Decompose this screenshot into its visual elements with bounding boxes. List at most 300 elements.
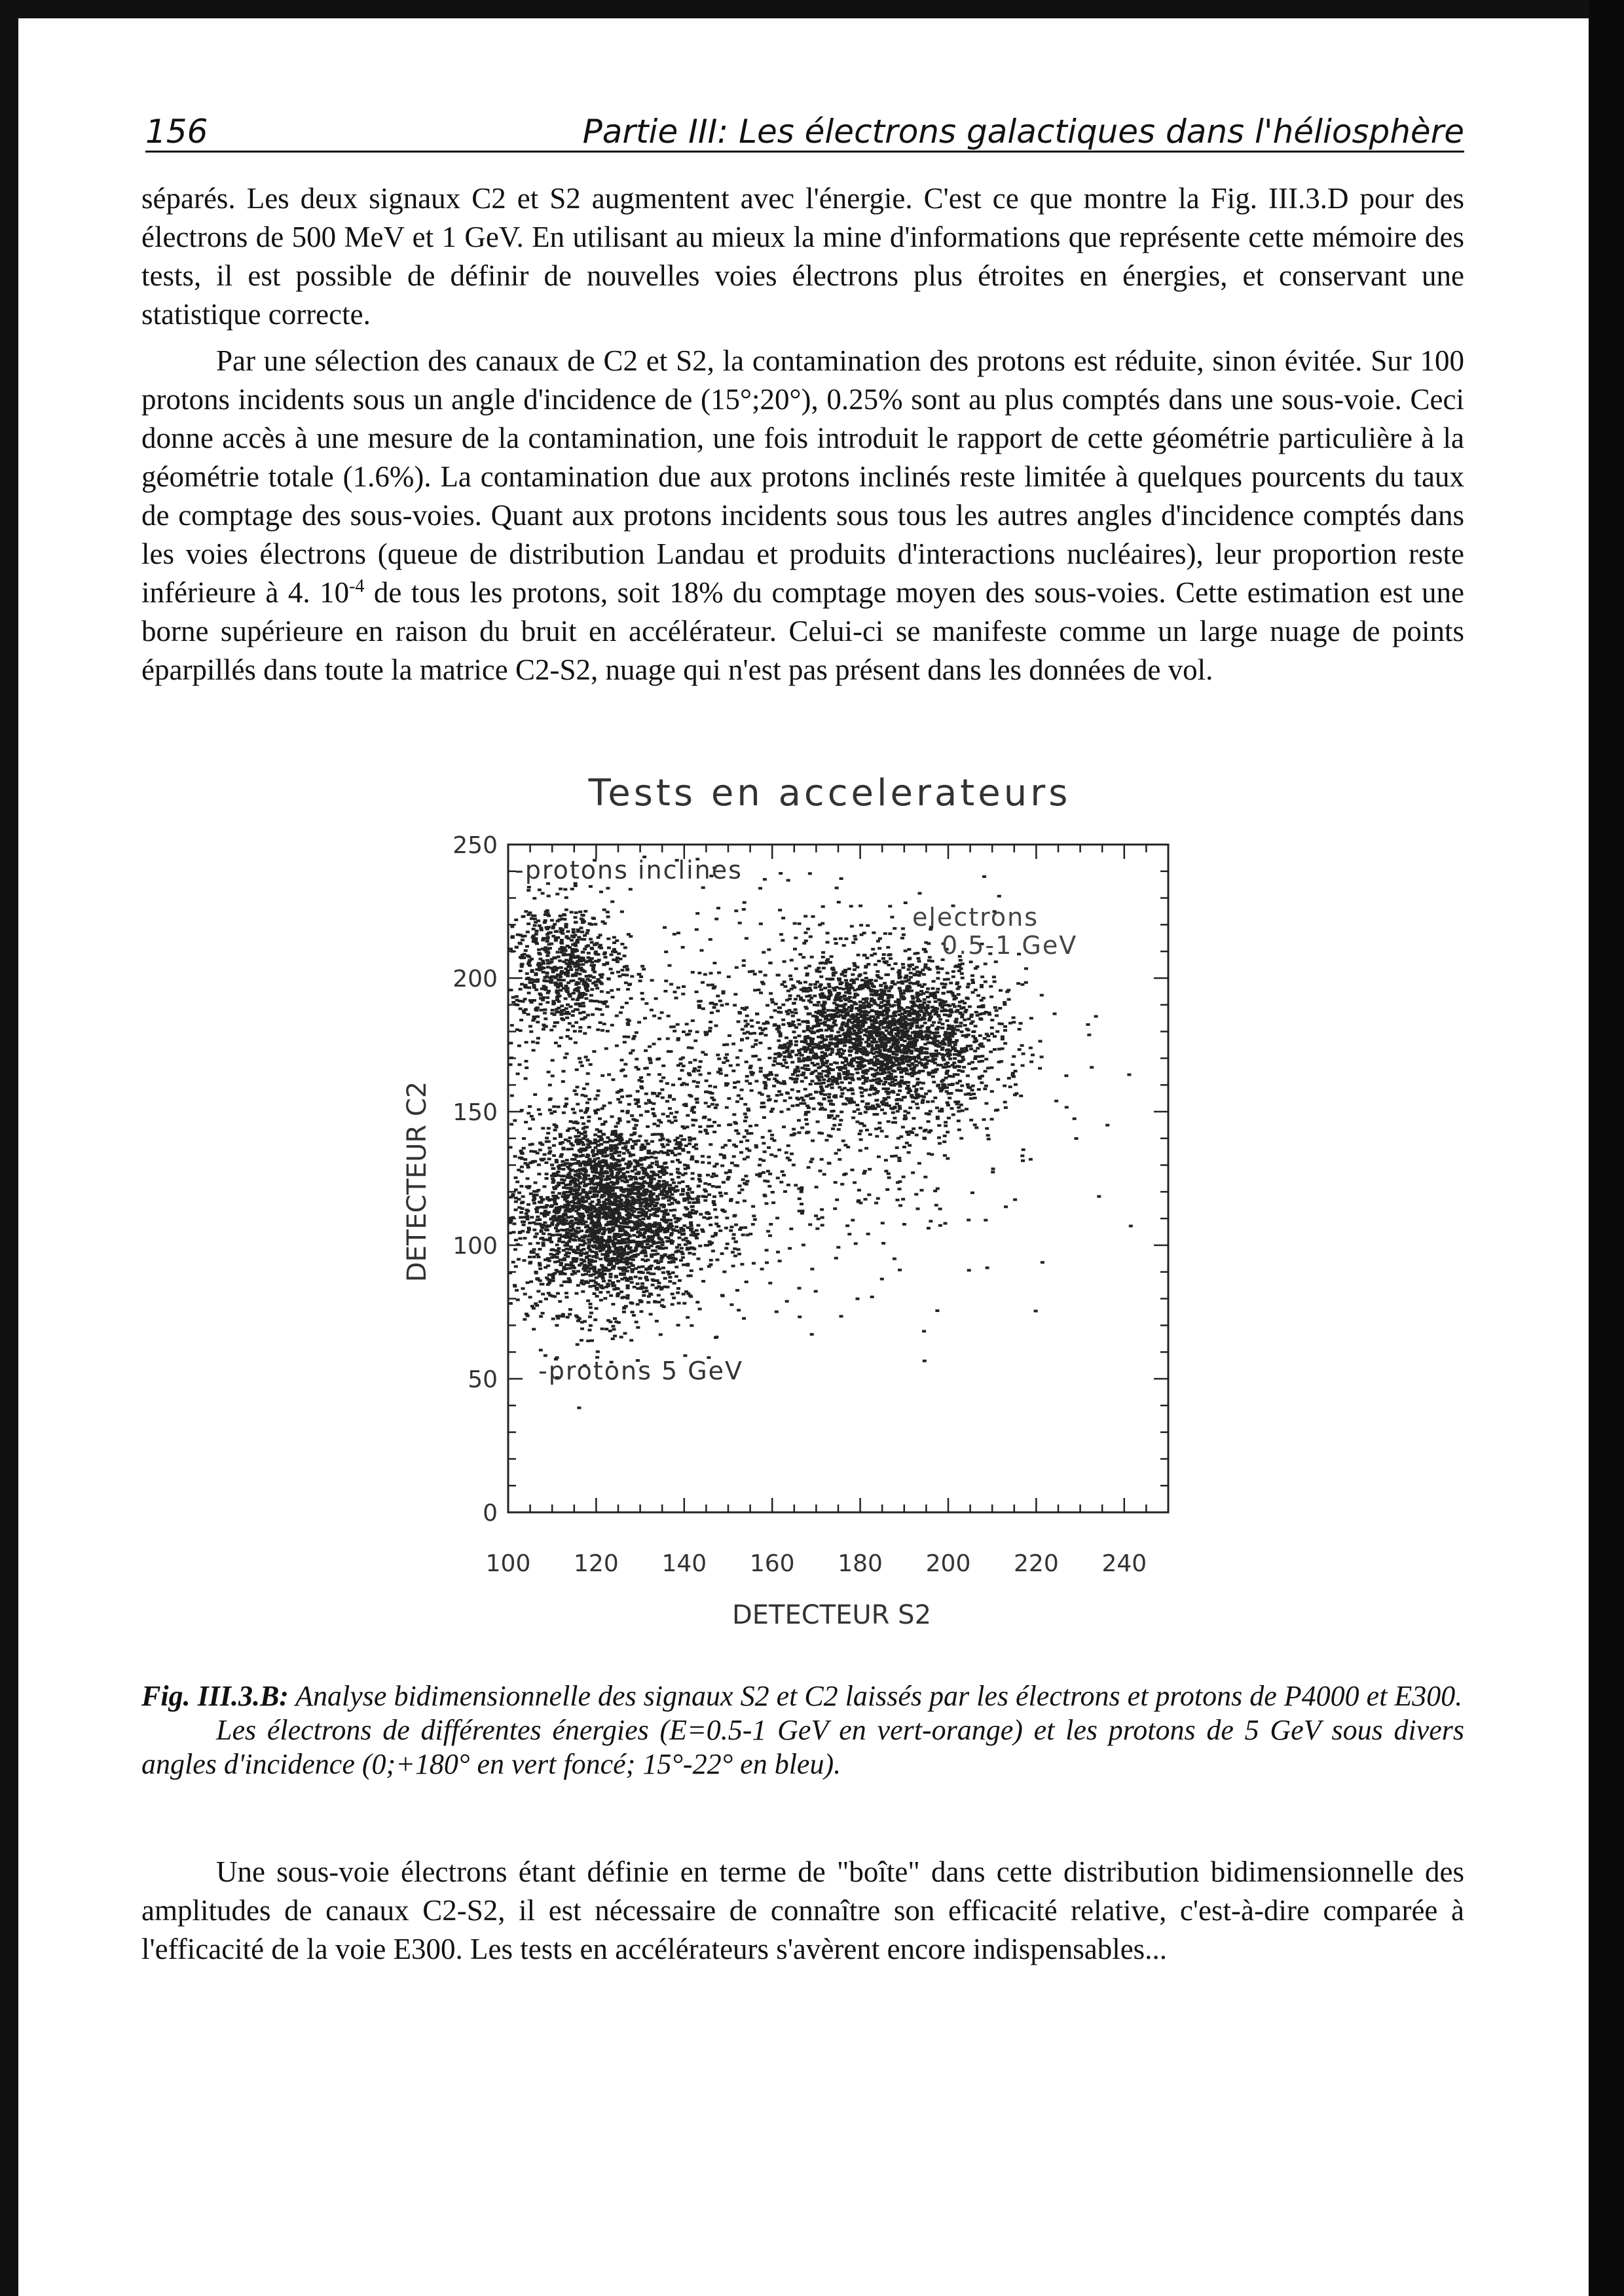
scatter-point [641,1271,645,1274]
scatter-point [709,1259,713,1262]
scatter-point [903,1114,907,1117]
scatter-point [837,1072,841,1075]
scatter-point [545,933,549,936]
scatter-point [926,996,930,998]
scatter-point [942,1079,946,1082]
scatter-point [594,1168,598,1171]
header-rule [145,151,1464,153]
scatter-point [565,1296,569,1298]
scatter-point [865,957,869,959]
scatter-point [931,1006,934,1008]
scatter-point [563,1281,566,1283]
scatter-point [887,964,891,966]
scatter-point [914,1097,918,1099]
scatter-point [596,1351,600,1353]
scatter-point [626,988,630,991]
scatter-point [738,1228,742,1231]
scatter-point [529,1281,533,1283]
scatter-point [848,1041,852,1044]
scatter-point [926,1007,930,1010]
scatter-point [914,1090,918,1093]
scatter-point [625,1297,629,1300]
scatter-point [589,1235,593,1237]
scatter-point [933,1037,937,1040]
scatter-point [819,1019,822,1021]
scatter-point [562,1112,566,1114]
scatter-point [555,1233,559,1236]
scatter-point [959,1089,963,1092]
scatter-point [673,1217,677,1220]
scatter-point [570,911,574,913]
scatter-point [689,1222,693,1225]
scatter-point [802,1060,805,1063]
scatter-point [836,1077,840,1080]
scatter-point [644,1276,648,1279]
scatter-point [589,1260,593,1263]
scatter-point [897,999,901,1002]
scatter-point [938,1018,942,1021]
scatter-point [628,1235,632,1237]
scatter-point [902,992,906,994]
scatter-point [709,1216,712,1219]
scatter-point [731,1265,735,1267]
scatter-point [677,1182,681,1184]
scatter-point [886,1007,890,1010]
scatter-point [795,1078,799,1080]
scatter-point [864,966,868,968]
scatter-point [779,1011,783,1013]
scatter-point [556,951,560,953]
scatter-point [796,1074,800,1077]
scatter-point [561,1313,565,1316]
scatter-point [695,1237,699,1239]
scatter-point [858,974,862,976]
scatter-point [690,1228,693,1230]
scatter-point [668,1184,672,1186]
scatter-point [813,987,817,989]
scatter-point [556,1171,560,1173]
scatter-point [618,1154,621,1157]
scatter-point [521,1287,525,1290]
scatter-point [631,1184,635,1186]
scatter-point [638,1224,642,1226]
scatter-point [856,1108,860,1111]
scatter-point [662,1229,666,1231]
scatter-point [847,1020,851,1023]
scatter-point [916,1056,920,1059]
scatter-point [631,1188,635,1191]
scatter-point [804,1076,808,1079]
scatter-point [986,1066,990,1069]
scatter-point [660,1210,664,1212]
scatter-point [900,1062,904,1065]
scatter-point [969,1093,972,1096]
scatter-point [665,1212,669,1215]
scatter-point [858,1087,862,1089]
scatter-point [661,1299,665,1302]
scatter-point [830,1083,834,1085]
scatter-point [901,1030,905,1032]
scatter-point [579,1148,583,1151]
scatter-point [588,1158,592,1161]
scatter-point [901,1126,905,1129]
scatter-point [874,1127,878,1130]
scatter-point [657,1241,661,1244]
scatter-point [621,1230,625,1232]
scatter-point [896,1110,900,1112]
scatter-point [568,1172,572,1175]
scatter-point [845,1074,849,1076]
scatter-point [798,1034,802,1037]
scatter-point [728,1034,731,1037]
scatter-point [622,1250,626,1252]
scatter-point [701,1230,705,1233]
scatter-point [570,1226,574,1228]
scatter-point [879,1031,883,1034]
scatter-point [532,1202,536,1205]
scatter-point [919,1127,923,1129]
scatter-point [604,1190,608,1193]
scatter-point [618,1118,621,1120]
scatter-point [549,1198,553,1201]
scatter-point [625,1214,629,1216]
scatter-point [547,1260,551,1262]
scatter-point [528,1025,532,1028]
scatter-point [593,1133,597,1136]
scatter-point [615,1182,619,1185]
scatter-point [634,1140,638,1142]
scatter-point [779,1093,783,1096]
scatter-point [581,1200,585,1203]
scatter-point [984,1102,988,1104]
scatter-point [592,1154,596,1156]
scatter-point [895,1046,899,1049]
scatter-point [886,974,890,976]
scatter-point [706,1174,710,1176]
scatter-point [909,1019,913,1021]
scatter-point [823,987,827,989]
scatter-point [602,1133,606,1136]
scatter-point [551,1192,555,1194]
scatter-point [591,1237,595,1240]
scatter-point [604,1267,608,1269]
scatter-point [548,1108,552,1111]
scatter-point [898,989,902,992]
scatter-point [621,1269,625,1272]
scatter-point [871,1036,875,1039]
scatter-point [919,1009,923,1011]
scatter-point [514,919,518,921]
scatter-point [978,1017,982,1020]
scatter-point [633,1255,637,1258]
scatter-point [766,1004,769,1007]
scatter-point [784,1036,788,1039]
scatter-point [978,1034,982,1037]
scatter-point [850,1059,854,1061]
scatter-point [898,972,902,974]
scatter-point [631,1214,635,1216]
scatter-point [633,1127,637,1130]
scatter-point [819,1045,822,1048]
scatter-point [1086,1023,1090,1026]
scatter-point [963,1024,967,1027]
scatter-point [682,1264,686,1266]
scatter-point [923,1014,927,1017]
scatter-point [783,1055,787,1058]
scatter-point [943,1043,947,1046]
scatter-point [566,1316,570,1319]
scatter-point [900,995,904,998]
scatter-point [639,1301,643,1303]
scatter-point [527,1228,531,1231]
scatter-point [633,1131,637,1134]
scatter-point [880,1108,884,1111]
scatter-point [850,1004,854,1007]
scatter-point [921,1064,925,1066]
scatter-point [619,1290,623,1293]
scatter-point [815,1075,819,1078]
scatter-point [570,1233,574,1235]
scatter-point [564,1267,568,1270]
scatter-point [529,1150,533,1153]
scatter-point [671,1178,674,1181]
scatter-point [936,1085,940,1087]
scatter-point [714,1222,718,1225]
scatter-point [547,1233,551,1235]
scatter-point [631,1199,635,1201]
scatter-point [926,987,930,990]
scatter-point [923,1022,927,1025]
scatter-point [783,1051,786,1054]
scatter-point [948,1097,951,1099]
scatter-point [547,1292,551,1294]
scatter-point [522,1224,526,1226]
scatter-point [544,1298,548,1300]
scatter-point [957,993,961,996]
scatter-point [574,1174,578,1176]
scatter-point [876,1044,879,1046]
scatter-point [840,1110,843,1113]
scatter-point [934,1049,938,1052]
scatter-point [557,1182,561,1184]
scatter-point [913,1066,917,1068]
scatter-point [572,1121,576,1124]
scatter-point [695,1233,699,1235]
scatter-point [524,910,528,913]
scatter-point [663,1286,667,1288]
scatter-point [641,1258,645,1261]
scatter-point [576,1197,580,1200]
scatter-point [762,1116,766,1119]
scatter-point [809,1043,813,1046]
scatter-point [596,1209,600,1212]
scatter-point [511,1193,515,1195]
scatter-point [671,1303,674,1305]
scatter-point [569,1169,573,1172]
scatter-point [745,1015,749,1017]
scatter-point [844,998,848,1001]
scatter-point [647,1073,651,1076]
scatter-point [872,1041,876,1044]
scatter-point [853,968,857,971]
scatter-point [832,1124,836,1127]
scatter-point [560,1215,564,1218]
scatter-point [958,1001,962,1004]
scatter-point [566,1209,570,1211]
scatter-point [810,1080,814,1082]
scatter-point [786,1108,790,1110]
scatter-point [651,1108,655,1110]
scatter-point [650,1156,654,1158]
scatter-point [619,1222,623,1224]
scatter-point [650,1166,654,1169]
scatter-point [592,1255,596,1258]
scatter-point [892,1040,896,1042]
scatter-point [513,1284,517,1286]
scatter-point [547,895,551,898]
scatter-point [596,1271,600,1273]
scatter-point [578,973,581,975]
scatter-point [629,1139,633,1141]
scatter-point [732,1233,736,1236]
scatter-point [540,1206,544,1209]
scatter-point [668,1261,672,1264]
scatter-point [547,1157,551,1160]
scatter-point [853,996,857,999]
scatter-point [946,1048,950,1051]
scatter-point [953,1006,957,1008]
scatter-point [900,1016,904,1019]
scatter-point [951,1083,955,1085]
scatter-point [591,1149,595,1152]
scatter-point [893,927,896,930]
scatter-point [581,1223,585,1226]
scatter-point [960,972,964,975]
scatter-point [902,1146,906,1148]
scatter-point [544,1211,547,1213]
scatter-point [652,1279,656,1282]
scatter-point [858,1013,862,1015]
scatter-point [821,1051,824,1053]
scatter-point [580,1162,584,1165]
scatter-point [898,1105,902,1108]
scatter-point [565,1159,569,1161]
scatter-point [571,1108,575,1110]
scatter-point [577,1406,581,1409]
scatter-point [862,1046,866,1049]
scatter-point [606,1285,610,1287]
scatter-point [953,1041,957,1044]
scatter-point [732,1156,736,1158]
scatter-point [631,1311,635,1313]
scatter-point [609,1148,613,1150]
scatter-point [947,1041,951,1044]
scatter-point [519,1185,523,1188]
scatter-point [887,1040,891,1043]
scatter-point [608,1185,612,1188]
scatter-point [624,1305,628,1307]
scatter-point [596,1203,600,1206]
scatter-point [576,1179,580,1182]
scatter-point [528,1256,532,1258]
scatter-point [600,1275,604,1277]
scatter-point [818,1079,822,1082]
scatter-point [984,981,987,983]
scatter-point [813,1064,817,1066]
scatter-point [955,1009,959,1011]
scatter-point [584,1184,588,1186]
scatter-point [609,1230,613,1233]
scatter-point [794,1026,798,1029]
scatter-point [1087,1034,1091,1036]
scatter-point [572,1267,576,1269]
scatter-point [686,1264,690,1267]
scatter-point [645,1279,649,1281]
scatter-point [888,1020,892,1023]
scatter-point [602,1104,606,1107]
scatter-point [896,1040,900,1043]
scatter-point [951,1046,955,1049]
scatter-point [609,1262,613,1264]
scatter-point [655,1163,659,1166]
scatter-point [530,1216,534,1218]
scatter-point [603,1152,607,1154]
scatter-point [937,1015,941,1018]
scatter-point [827,1044,831,1047]
scatter-point [813,1025,817,1028]
scatter-point [956,1029,960,1031]
scatter-point [877,1011,881,1013]
scatter-point [674,1148,678,1150]
scatter-point [619,1336,623,1338]
scatter-point [785,1010,789,1013]
scatter-point [824,1029,828,1032]
scatter-point [913,1019,917,1022]
scatter-point [707,1265,711,1267]
scatter-point [635,1208,639,1211]
scatter-point [769,1016,773,1019]
scatter-point [957,970,961,972]
scatter-point [995,1010,999,1012]
scatter-point [910,1007,913,1010]
scatter-point [568,1281,572,1283]
scatter-point [571,1205,575,1207]
scatter-point [626,1207,630,1210]
scatter-point [1024,981,1028,984]
scatter-point [845,984,849,987]
scatter-point [923,998,927,1001]
scatter-point [921,969,925,972]
scatter-point [808,987,812,989]
scatter-point [569,1246,573,1248]
scatter-point [545,1140,549,1143]
scatter-point [848,1054,852,1057]
scatter-point [550,919,554,922]
scatter-point [821,1064,825,1066]
scatter-point [925,991,929,993]
scatter-point [911,997,915,1000]
scatter-point [891,1121,895,1123]
scatter-point [556,1317,560,1320]
scatter-point [904,1045,908,1048]
scatter-point [674,1220,678,1223]
scatter-point [853,962,857,965]
scatter-point [924,951,928,953]
scatter-point [595,1247,599,1250]
scatter-point [531,1118,535,1121]
scatter-point [990,1027,994,1029]
scatter-point [864,977,868,979]
